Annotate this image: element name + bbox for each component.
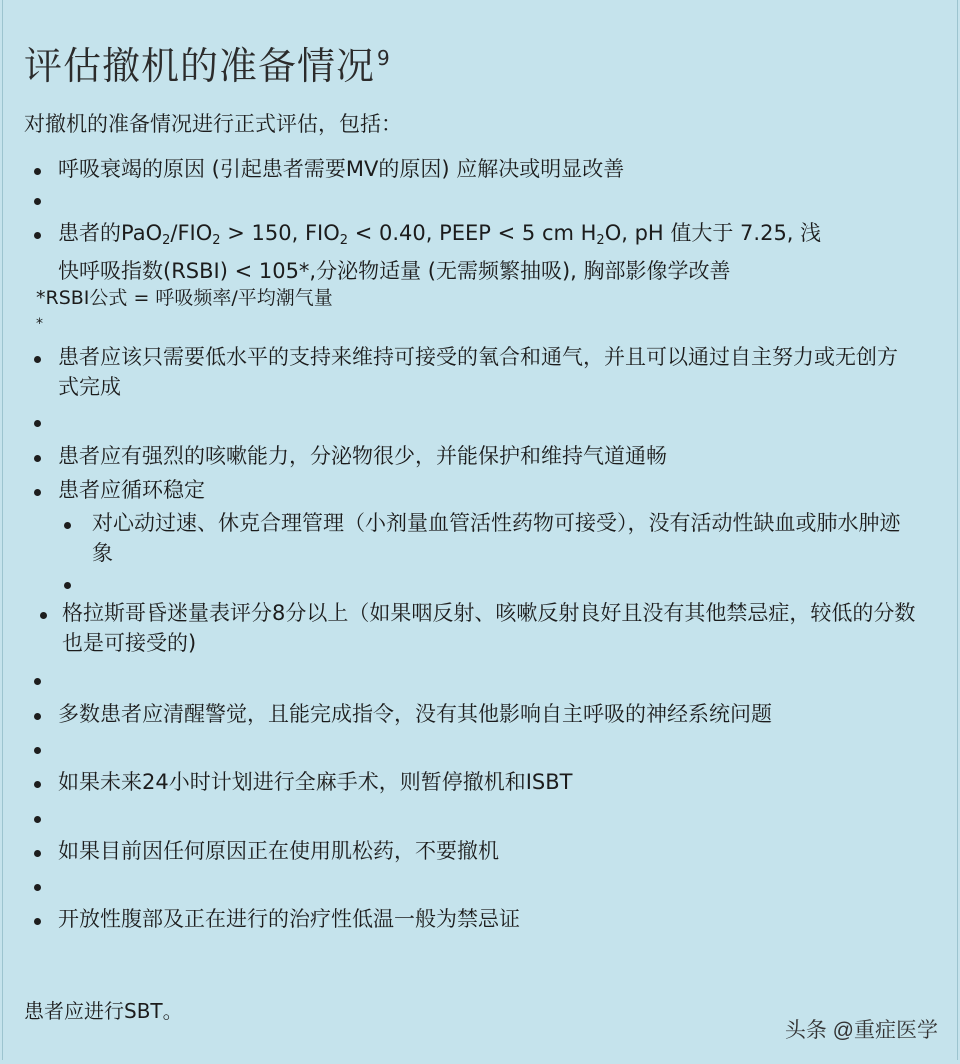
bullet-icon (34, 816, 41, 823)
bullet-icon (64, 522, 71, 529)
bullet-icon (34, 678, 41, 685)
bullet-icon (34, 850, 41, 857)
bullet-icon (34, 781, 41, 788)
criterion-cause: 呼吸衰竭的原因 (引起患者需要MV的原因) 应解决或明显改善 (58, 157, 625, 181)
title-reference: 9 (377, 46, 391, 70)
criterion-contraindication: 开放性腹部及正在进行的治疗性低温一般为禁忌证 (58, 907, 520, 931)
bullet-icon (34, 232, 41, 239)
bullet-icon (34, 198, 41, 205)
rsbi-formula-note: *RSBI公式 = 呼吸频率/平均潮气量 (36, 287, 333, 309)
bullet-icon (40, 612, 47, 619)
bullet-icon (34, 713, 41, 720)
bullet-icon (34, 884, 41, 891)
criterion-cough: 患者应有强烈的咳嗽能力，分泌物很少，并能保护和维持气道通畅 (58, 444, 667, 468)
bullet-icon (34, 489, 41, 496)
bullet-icon (34, 356, 41, 363)
criterion-oxygenation: 患者的$PaO_2/FIO_2 > 150$, $FIO_2 < 0.40$, PEEP < 5 cm $H_2O$, pH 值大于 7.25, 浅 快呼吸指数(RSBI) < 105*,分泌物适量 (无需频繁抽吸), 胸部影像学改善 (58, 221, 822, 283)
intro-text: 对撤机的准备情况进行正式评估，包括： (24, 112, 402, 136)
bullet-icon (34, 455, 41, 462)
watermark: 头条 @重症医学 (784, 1019, 938, 1042)
bullet-icon (34, 747, 41, 754)
bullet-icon (34, 420, 41, 427)
page-title: 评估撤机的准备情况 $^9$ (24, 44, 391, 88)
bullet-icon (64, 582, 71, 589)
criterion-relaxant: 如果目前因任何原因正在使用肌松药，不要撤机 (58, 839, 499, 863)
bullet-icon (34, 168, 41, 175)
criterion-surgery: 如果未来24小时计划进行全麻手术，则暂停撤机和ISBT (58, 770, 573, 794)
criterion-support: 患者应该只需要低水平的支持来维持可接受的氧合和通气，并且可以通过自主努力或无创方式完成 (58, 345, 898, 399)
criterion-neuro: 多数患者应清醒警觉，且能完成指令，没有其他影响自主呼吸的神经系统问题 (58, 702, 772, 726)
criterion-gcs: 格拉斯哥昏迷量表评分8分以上（如果咽反射、咳嗽反射良好且没有其他禁忌症，较低的分数也是可接受的) (62, 601, 916, 655)
criterion-circulation-detail: 对心动过速、休克合理管理（小剂量血管活性药物可接受），没有活动性缺血或肺水肿迹象 (92, 511, 901, 565)
conclusion-text: 患者应进行SBT。 (24, 999, 183, 1023)
footnote-marker: * (36, 316, 43, 332)
bullet-icon (34, 918, 41, 925)
criterion-circulation: 患者应循环稳定 (58, 478, 205, 502)
